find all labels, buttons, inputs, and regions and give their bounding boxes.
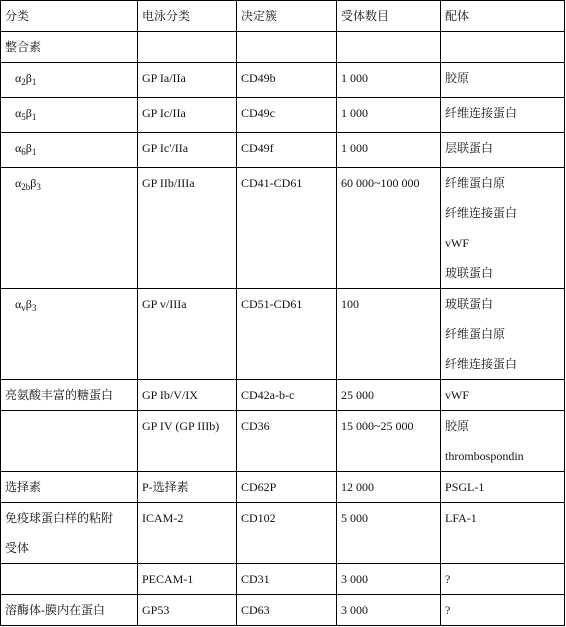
- cell-line: CD41-CD61: [241, 176, 303, 190]
- category-cell: [1, 133, 138, 168]
- cell-line: [142, 32, 236, 62]
- receptor-count-cell: [337, 133, 441, 168]
- electrophoresis-cell: [138, 32, 237, 63]
- receptor-count-cell: [337, 595, 441, 626]
- cell-line: 纤维蛋白原: [445, 327, 506, 341]
- category-cell: [1, 411, 138, 472]
- cell-line: 玻联蛋白: [445, 266, 494, 280]
- ligand-cell: [441, 98, 565, 133]
- cell-line: GP IV (GP IIIb): [142, 419, 220, 433]
- cell-line: 100: [341, 297, 359, 311]
- category-cell: [1, 595, 138, 626]
- integrin-symbol-a: α: [15, 106, 22, 120]
- integrin-symbol-a: α: [15, 176, 22, 190]
- category-cell: [1, 63, 138, 98]
- ligand-cell: [441, 380, 565, 411]
- receptor-count-cell: [337, 503, 441, 564]
- integrin-symbol-b-sub: 1: [31, 147, 37, 157]
- cd-cell: [237, 289, 337, 380]
- cell-line: [5, 411, 137, 441]
- receptor-count-cell: [337, 98, 441, 133]
- cell-line: vWF: [445, 388, 469, 402]
- cell-line: PSGL-1: [445, 480, 485, 494]
- cell-line: CD49c: [241, 106, 275, 120]
- category-cell: [1, 98, 138, 133]
- cell-line: ?: [445, 572, 451, 586]
- receptor-count-cell: [337, 564, 441, 595]
- cell-line: CD31: [241, 572, 270, 586]
- cell-line: vWF: [445, 236, 469, 250]
- integrin-symbol-b-sub: 3: [36, 182, 41, 192]
- ligand-cell: [441, 63, 565, 98]
- row-a2bb3: [1, 168, 565, 289]
- header-cd-antigen: 决定簇: [237, 1, 337, 32]
- cell-line: GP Ib/V/IX: [142, 388, 198, 402]
- cell-line: 1 000: [341, 141, 368, 155]
- integrin-symbol-b-sub: 1: [31, 77, 37, 87]
- header-row: [1, 1, 565, 32]
- cell-line: 15 000~25 000: [341, 419, 414, 433]
- cell-line: CD49b: [241, 71, 276, 85]
- ligand-cell: [441, 472, 565, 503]
- ligand-cell: [441, 503, 565, 564]
- ligand-cell: [441, 411, 565, 472]
- ligand-cell: [441, 289, 565, 380]
- cell-line: GP Ia/IIa: [142, 71, 186, 85]
- receptor-count-cell: [337, 168, 441, 289]
- electrophoresis-cell: [138, 472, 237, 503]
- integrin-symbol-b: β: [25, 297, 32, 311]
- cd-cell: [237, 32, 337, 63]
- cell-line: 纤维连接蛋白: [445, 206, 518, 220]
- row-a2b1: [1, 63, 565, 98]
- integrin-symbol-b-sub: 1: [31, 112, 37, 122]
- receptor-count-cell: [337, 380, 441, 411]
- row-a5b1: [1, 98, 565, 133]
- integrin-symbol-b: β: [25, 141, 32, 155]
- cell-line: CD51-CD61: [241, 297, 303, 311]
- ligand-cell: [441, 133, 565, 168]
- row-pecam1: [1, 564, 565, 595]
- cell-line: 纤维连接蛋白: [445, 106, 518, 120]
- integrin-symbol-a-sub: v: [21, 303, 26, 313]
- cell-line: 纤维连接蛋白: [445, 357, 518, 371]
- integrin-symbol-a-sub: 6: [21, 147, 26, 157]
- integrin-symbol-b: β: [25, 71, 32, 85]
- integrin-symbol-b: β: [30, 176, 37, 190]
- cd-cell: [237, 411, 337, 472]
- cell-line: [445, 32, 564, 62]
- cd-cell: [237, 564, 337, 595]
- cd-cell: [237, 63, 337, 98]
- cell-line: 免疫球蛋白样的粘附: [5, 511, 114, 525]
- electrophoresis-cell: [138, 564, 237, 595]
- row-gpiv: [1, 411, 565, 472]
- cell-line: CD102: [241, 511, 276, 525]
- cell-line: 纤维蛋白原: [445, 176, 506, 190]
- cell-line: 受体: [5, 541, 30, 555]
- cell-line: 层联蛋白: [445, 141, 494, 155]
- cell-line: thrombospondin: [445, 449, 524, 463]
- cell-line: ICAM-2: [142, 511, 184, 525]
- cell-line: [5, 564, 137, 594]
- category-cell: [1, 168, 138, 289]
- integrin-symbol-b: β: [25, 106, 32, 120]
- table-body: [1, 32, 565, 626]
- cell-line: 玻联蛋白: [445, 297, 494, 311]
- cell-line: 胶原: [445, 71, 470, 85]
- header-category: 分类: [1, 1, 138, 32]
- category-cell: [1, 380, 138, 411]
- cell-line: GP Ic'/IIa: [142, 141, 189, 155]
- category-cell: [1, 564, 138, 595]
- cell-line: 整合素: [5, 40, 42, 54]
- integrin-symbol-b-sub: 3: [31, 303, 37, 313]
- electrophoresis-cell: [138, 98, 237, 133]
- cell-line: 选择素: [5, 480, 42, 494]
- electrophoresis-cell: [138, 289, 237, 380]
- cell-line: 1 000: [341, 71, 368, 85]
- integrin-symbol-a: α: [15, 297, 22, 311]
- category-cell: [1, 289, 138, 380]
- cd-cell: [237, 503, 337, 564]
- cell-line: CD42a-b-c: [241, 388, 295, 402]
- cell-line: 12 000: [341, 480, 374, 494]
- cell-line: 胶原: [445, 419, 470, 433]
- electrophoresis-cell: [138, 503, 237, 564]
- row-gp53: [1, 595, 565, 626]
- receptor-count-cell: [337, 472, 441, 503]
- cd-cell: [237, 168, 337, 289]
- row-a6b1: [1, 133, 565, 168]
- cell-line: P-选择素: [142, 480, 189, 494]
- cell-line: GP IIb/IIIa: [142, 176, 195, 190]
- cd-cell: [237, 472, 337, 503]
- row-selectin: [1, 472, 565, 503]
- cd-cell: [237, 133, 337, 168]
- category-cell: [1, 32, 138, 63]
- electrophoresis-cell: [138, 411, 237, 472]
- electrophoresis-cell: [138, 133, 237, 168]
- ligand-cell: [441, 564, 565, 595]
- receptor-count-cell: [337, 32, 441, 63]
- electrophoresis-cell: [138, 168, 237, 289]
- row-icam2: [1, 503, 565, 564]
- cell-line: 25 000: [341, 388, 374, 402]
- cell-line: CD62P: [241, 480, 277, 494]
- cell-line: 3 000: [341, 603, 368, 617]
- cell-line: CD36: [241, 419, 270, 433]
- ligand-cell: [441, 595, 565, 626]
- cell-line: LFA-1: [445, 511, 477, 525]
- integrin-symbol-a: α: [15, 71, 22, 85]
- receptor-count-cell: [337, 63, 441, 98]
- integrin-symbol-a-sub: 2: [21, 77, 26, 87]
- cell-line: GP Ic/IIa: [142, 106, 186, 120]
- cd-cell: [237, 595, 337, 626]
- receptor-count-cell: [337, 411, 441, 472]
- cell-line: GP53: [142, 603, 170, 617]
- row-avb3: [1, 289, 565, 380]
- ligand-cell: [441, 32, 565, 63]
- ligand-cell: [441, 168, 565, 289]
- header-ligand: 配体: [441, 1, 565, 32]
- integrin-symbol-a-sub: 5: [21, 112, 26, 122]
- electrophoresis-cell: [138, 595, 237, 626]
- electrophoresis-cell: [138, 63, 237, 98]
- cd-cell: [237, 98, 337, 133]
- row-integrin-heading: [1, 32, 565, 63]
- cell-line: 3 000: [341, 572, 368, 586]
- cell-line: CD49f: [241, 141, 274, 155]
- cell-line: [241, 32, 336, 62]
- row-leucine-rich: [1, 380, 565, 411]
- cell-line: 亮氨酸丰富的糖蛋白: [5, 388, 114, 402]
- category-cell: [1, 503, 138, 564]
- cell-line: [341, 32, 440, 62]
- header-electrophoresis: 电泳分类: [138, 1, 237, 32]
- cell-line: 溶酶体-膜内在蛋白: [5, 603, 105, 617]
- cell-line: 5 000: [341, 511, 368, 525]
- cell-line: PECAM-1: [142, 572, 194, 586]
- electrophoresis-cell: [138, 380, 237, 411]
- cell-line: ?: [445, 603, 451, 617]
- integrin-symbol-a-sub: 2b: [21, 182, 31, 192]
- receptor-count-cell: [337, 289, 441, 380]
- cd-cell: [237, 380, 337, 411]
- integrin-symbol-a: α: [15, 141, 22, 155]
- cell-line: 60 000~100 000: [341, 176, 420, 190]
- header-receptor-count: 受体数目: [337, 1, 441, 32]
- cell-line: 1 000: [341, 106, 368, 120]
- category-cell: [1, 472, 138, 503]
- cell-line: GP v/IIIa: [142, 297, 187, 311]
- cell-line: CD63: [241, 603, 270, 617]
